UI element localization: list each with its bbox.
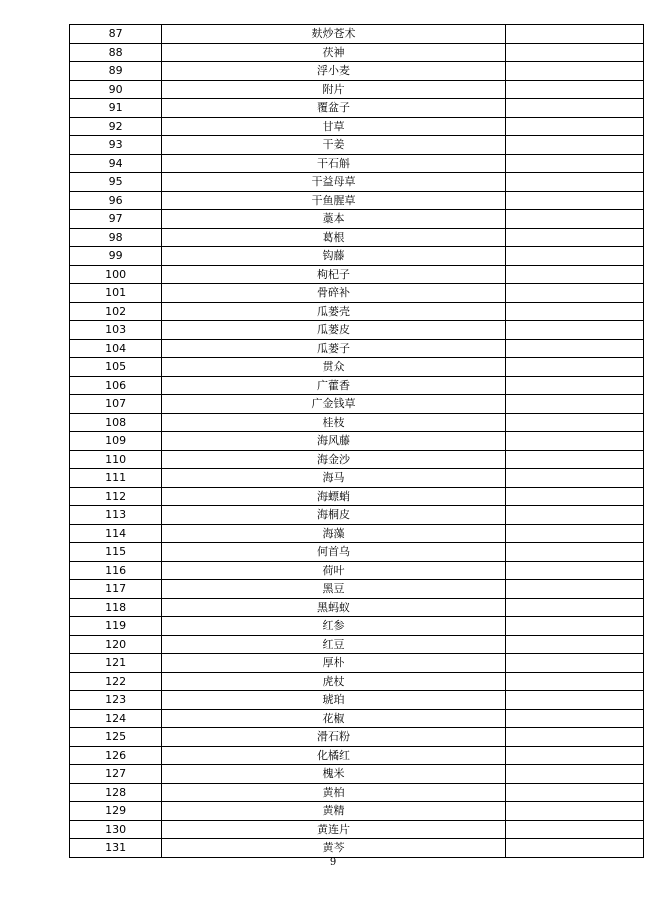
- herb-name-cell: 浮小麦: [162, 62, 506, 81]
- table-row: [70, 654, 644, 673]
- row-number-cell: 122: [70, 672, 162, 691]
- table-row: [70, 820, 644, 839]
- note-cell: [505, 247, 643, 266]
- row-number-cell: 107: [70, 395, 162, 414]
- row-number-cell: 109: [70, 432, 162, 451]
- note-cell: [505, 25, 643, 44]
- herb-name-cell: 瓜蒌壳: [162, 302, 506, 321]
- row-number-cell: 131: [70, 839, 162, 858]
- row-number-cell: 110: [70, 450, 162, 469]
- table-row: [70, 487, 644, 506]
- note-cell: [505, 210, 643, 229]
- herb-name-cell: 藁本: [162, 210, 506, 229]
- herb-name-cell: 瓜蒌皮: [162, 321, 506, 340]
- note-cell: [505, 395, 643, 414]
- note-cell: [505, 765, 643, 784]
- herb-name-cell: 黑蚂蚁: [162, 598, 506, 617]
- note-cell: [505, 543, 643, 562]
- herb-name-cell: 海螵蛸: [162, 487, 506, 506]
- note-cell: [505, 487, 643, 506]
- herb-name-cell: 贯众: [162, 358, 506, 377]
- row-number-cell: 102: [70, 302, 162, 321]
- herb-name-cell: 覆盆子: [162, 99, 506, 118]
- note-cell: [505, 99, 643, 118]
- herb-name-cell: 葛根: [162, 228, 506, 247]
- row-number-cell: 120: [70, 635, 162, 654]
- row-number-cell: 88: [70, 43, 162, 62]
- table-row: [70, 598, 644, 617]
- table-row: [70, 765, 644, 784]
- note-cell: [505, 321, 643, 340]
- note-cell: [505, 358, 643, 377]
- table-row: [70, 265, 644, 284]
- table-row: [70, 524, 644, 543]
- row-number-cell: 97: [70, 210, 162, 229]
- table-row: [70, 728, 644, 747]
- row-number-cell: 113: [70, 506, 162, 525]
- note-cell: [505, 561, 643, 580]
- row-number-cell: 114: [70, 524, 162, 543]
- table-row: [70, 284, 644, 303]
- table-row: [70, 154, 644, 173]
- note-cell: [505, 117, 643, 136]
- row-number-cell: 103: [70, 321, 162, 340]
- table-row: [70, 580, 644, 599]
- note-cell: [505, 820, 643, 839]
- table-body: [70, 25, 644, 858]
- herb-name-cell: 红豆: [162, 635, 506, 654]
- table-row: [70, 136, 644, 155]
- herb-name-cell: 茯神: [162, 43, 506, 62]
- table-row: [70, 376, 644, 395]
- table-row: [70, 247, 644, 266]
- row-number-cell: 98: [70, 228, 162, 247]
- herb-name-cell: 干石斛: [162, 154, 506, 173]
- table-row: [70, 617, 644, 636]
- herb-name-cell: 化橘红: [162, 746, 506, 765]
- herb-name-cell: 海风藤: [162, 432, 506, 451]
- herb-name-cell: 钩藤: [162, 247, 506, 266]
- table-row: [70, 839, 644, 858]
- herb-name-cell: 干鱼腥草: [162, 191, 506, 210]
- row-number-cell: 99: [70, 247, 162, 266]
- table-row: [70, 25, 644, 44]
- table-row: [70, 672, 644, 691]
- herb-name-cell: 琥珀: [162, 691, 506, 710]
- note-cell: [505, 432, 643, 451]
- herb-name-cell: 黄芩: [162, 839, 506, 858]
- herb-name-cell: 枸杞子: [162, 265, 506, 284]
- row-number-cell: 115: [70, 543, 162, 562]
- note-cell: [505, 672, 643, 691]
- note-cell: [505, 839, 643, 858]
- page-number: 9: [329, 857, 337, 868]
- row-number-cell: 121: [70, 654, 162, 673]
- note-cell: [505, 524, 643, 543]
- herb-name-cell: 麸炒苍术: [162, 25, 506, 44]
- herb-name-cell: 花椒: [162, 709, 506, 728]
- herb-name-cell: 黄柏: [162, 783, 506, 802]
- herb-name-cell: 干姜: [162, 136, 506, 155]
- table-row: [70, 506, 644, 525]
- table-row: [70, 321, 644, 340]
- table-row: [70, 413, 644, 432]
- note-cell: [505, 802, 643, 821]
- herb-list-table: [69, 24, 644, 858]
- herb-name-cell: 滑石粉: [162, 728, 506, 747]
- note-cell: [505, 154, 643, 173]
- note-cell: [505, 80, 643, 99]
- note-cell: [505, 43, 643, 62]
- table-row: [70, 783, 644, 802]
- note-cell: [505, 376, 643, 395]
- row-number-cell: 129: [70, 802, 162, 821]
- table-row: [70, 43, 644, 62]
- herb-name-cell: 黄精: [162, 802, 506, 821]
- table-row: [70, 62, 644, 81]
- table-row: [70, 339, 644, 358]
- table-row: [70, 746, 644, 765]
- herb-name-cell: 桂枝: [162, 413, 506, 432]
- row-number-cell: 118: [70, 598, 162, 617]
- herb-name-cell: 黄连片: [162, 820, 506, 839]
- herb-name-cell: 红参: [162, 617, 506, 636]
- row-number-cell: 123: [70, 691, 162, 710]
- table-row: [70, 709, 644, 728]
- row-number-cell: 92: [70, 117, 162, 136]
- row-number-cell: 127: [70, 765, 162, 784]
- herb-name-cell: 何首乌: [162, 543, 506, 562]
- note-cell: [505, 173, 643, 192]
- herb-name-cell: 甘草: [162, 117, 506, 136]
- note-cell: [505, 265, 643, 284]
- row-number-cell: 106: [70, 376, 162, 395]
- row-number-cell: 91: [70, 99, 162, 118]
- table-row: [70, 635, 644, 654]
- table-row: [70, 210, 644, 229]
- table-row: [70, 173, 644, 192]
- row-number-cell: 93: [70, 136, 162, 155]
- herb-name-cell: 虎杖: [162, 672, 506, 691]
- row-number-cell: 87: [70, 25, 162, 44]
- row-number-cell: 116: [70, 561, 162, 580]
- row-number-cell: 89: [70, 62, 162, 81]
- herb-name-cell: 瓜蒌子: [162, 339, 506, 358]
- table-row: [70, 432, 644, 451]
- note-cell: [505, 709, 643, 728]
- table-row: [70, 469, 644, 488]
- table-row: [70, 395, 644, 414]
- row-number-cell: 119: [70, 617, 162, 636]
- note-cell: [505, 413, 643, 432]
- note-cell: [505, 191, 643, 210]
- herb-name-cell: 附片: [162, 80, 506, 99]
- note-cell: [505, 62, 643, 81]
- herb-name-cell: 海金沙: [162, 450, 506, 469]
- row-number-cell: 111: [70, 469, 162, 488]
- row-number-cell: 124: [70, 709, 162, 728]
- note-cell: [505, 136, 643, 155]
- table-row: [70, 691, 644, 710]
- herb-name-cell: 槐米: [162, 765, 506, 784]
- row-number-cell: 105: [70, 358, 162, 377]
- note-cell: [505, 339, 643, 358]
- herb-name-cell: 广藿香: [162, 376, 506, 395]
- row-number-cell: 125: [70, 728, 162, 747]
- herb-name-cell: 海藻: [162, 524, 506, 543]
- note-cell: [505, 691, 643, 710]
- herb-name-cell: 海马: [162, 469, 506, 488]
- herb-name-cell: 骨碎补: [162, 284, 506, 303]
- herb-name-cell: 广金钱草: [162, 395, 506, 414]
- table-row: [70, 99, 644, 118]
- note-cell: [505, 746, 643, 765]
- row-number-cell: 101: [70, 284, 162, 303]
- note-cell: [505, 450, 643, 469]
- table-row: [70, 450, 644, 469]
- row-number-cell: 108: [70, 413, 162, 432]
- table-row: [70, 561, 644, 580]
- table-row: [70, 191, 644, 210]
- note-cell: [505, 506, 643, 525]
- row-number-cell: 130: [70, 820, 162, 839]
- note-cell: [505, 228, 643, 247]
- row-number-cell: 112: [70, 487, 162, 506]
- row-number-cell: 100: [70, 265, 162, 284]
- note-cell: [505, 580, 643, 599]
- herb-name-cell: 黑豆: [162, 580, 506, 599]
- table-row: [70, 228, 644, 247]
- note-cell: [505, 783, 643, 802]
- herb-name-cell: 海桐皮: [162, 506, 506, 525]
- note-cell: [505, 635, 643, 654]
- note-cell: [505, 302, 643, 321]
- row-number-cell: 104: [70, 339, 162, 358]
- herb-name-cell: 荷叶: [162, 561, 506, 580]
- note-cell: [505, 728, 643, 747]
- table-row: [70, 302, 644, 321]
- herb-name-cell: 干益母草: [162, 173, 506, 192]
- table-row: [70, 802, 644, 821]
- note-cell: [505, 598, 643, 617]
- note-cell: [505, 284, 643, 303]
- row-number-cell: 128: [70, 783, 162, 802]
- row-number-cell: 126: [70, 746, 162, 765]
- row-number-cell: 117: [70, 580, 162, 599]
- table-row: [70, 543, 644, 562]
- note-cell: [505, 617, 643, 636]
- row-number-cell: 90: [70, 80, 162, 99]
- table-row: [70, 117, 644, 136]
- table-row: [70, 80, 644, 99]
- herb-name-cell: 厚朴: [162, 654, 506, 673]
- note-cell: [505, 654, 643, 673]
- row-number-cell: 94: [70, 154, 162, 173]
- note-cell: [505, 469, 643, 488]
- row-number-cell: 95: [70, 173, 162, 192]
- row-number-cell: 96: [70, 191, 162, 210]
- table-row: [70, 358, 644, 377]
